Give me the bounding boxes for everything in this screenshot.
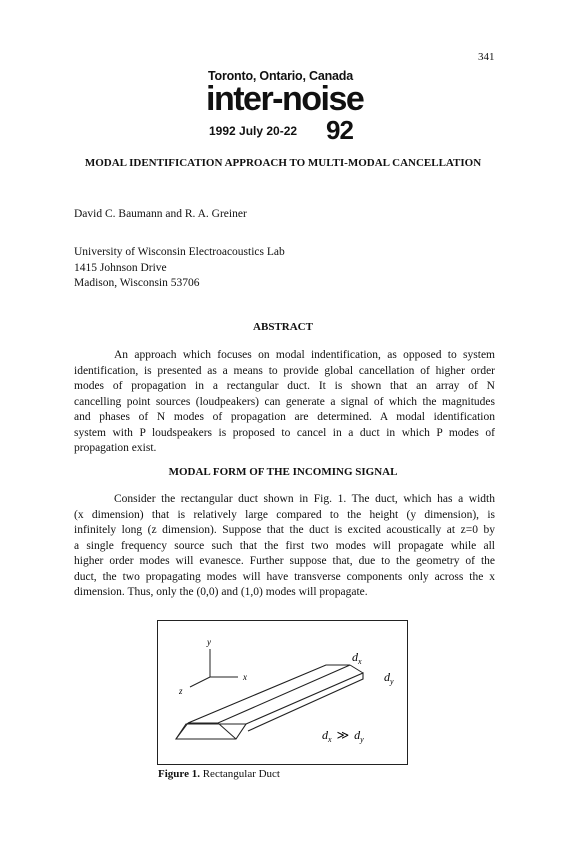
label-dy: $d_y$ [384,670,394,686]
duct-side-face [246,673,363,731]
paper-title: MODAL IDENTIFICATION APPROACH TO MULTI-MODAL CANCELLATION [84,157,482,169]
abstract-paragraph [74,348,495,457]
text-line: An approach which focuses on modal indentification, as opposed to system [114,349,495,361]
text-line: cancelling point sources (loudpeakers) can generate a signal of which the magnitudes [74,395,495,408]
text-line: modes of propagation in a rectangular duct. It is shown that an array of N [74,380,495,392]
text-line: higher order modes will evanesce. Further suppose that, due to the geometry of the [74,555,495,567]
section-paragraph [74,492,495,601]
text-line: dimension. Thus, only the (0,0) and (1,0) modes will propagate. [74,586,368,598]
label-relation: $d_x$ ≫ $d_y$ [322,728,364,744]
conference-location: Toronto, Ontario, Canada [208,69,353,83]
text-line: and phases of N modes of propagation are determined. A modal identification [74,411,495,423]
duct-edge [218,723,236,739]
text-line: duct, the two propagating modes will have transverse components only across the x [74,570,495,583]
axis-label-x: x [243,672,247,682]
conference-logo: inter-noise [206,80,364,118]
duct-diagram [158,621,407,764]
page-number: 341 [478,51,495,63]
caption-text: Rectangular Duct [202,768,280,780]
label-dx: $d_x$ [352,650,362,666]
affiliation-line: Madison, Wisconsin 53706 [74,277,200,289]
text-line: Consider the rectangular duct shown in Fig. 1. The duct, which has a width [114,493,495,505]
affiliation-line: University of Wisconsin Electroacoustics Lab [74,246,285,258]
affiliation-line: 1415 Johnson Drive [74,261,167,274]
duct-end-face [176,724,246,739]
text-line: infinitely long (z dimension). Suppose that the duct is excited acoustically at z=0 by [74,524,495,536]
text-line: (x dimension) that is relatively large compared to the height (y dimension), is [74,508,495,521]
text-line: system with P loudspeakers is proposed to cancel in a duct in which P modes of [74,426,495,439]
conference-date: 1992 July 20-22 [209,124,298,138]
figure-duct [157,620,408,765]
axis-label-y: y [207,637,211,647]
duct-edge [350,665,363,673]
section-heading: MODAL FORM OF THE INCOMING SIGNAL [168,466,398,478]
caption-label: Figure 1. [158,768,200,780]
affiliation [74,245,285,292]
authors: David C. Baumann and R. A. Greiner [74,208,247,220]
duct-inner-edge [186,665,326,724]
duct-edge [176,723,188,739]
z-axis-line [190,677,210,687]
text-line: propagation exist. [74,442,157,454]
text-line: identification, is presented as a means to provide global cancellation of higher order [74,364,495,377]
conference-year-mark: 92 [326,115,353,145]
abstract-heading: ABSTRACT [253,321,313,333]
text-line: a single frequency source such that the first two modes will propagate while all [74,539,495,552]
axis-label-z: z [179,686,183,696]
figure-caption [158,768,280,780]
